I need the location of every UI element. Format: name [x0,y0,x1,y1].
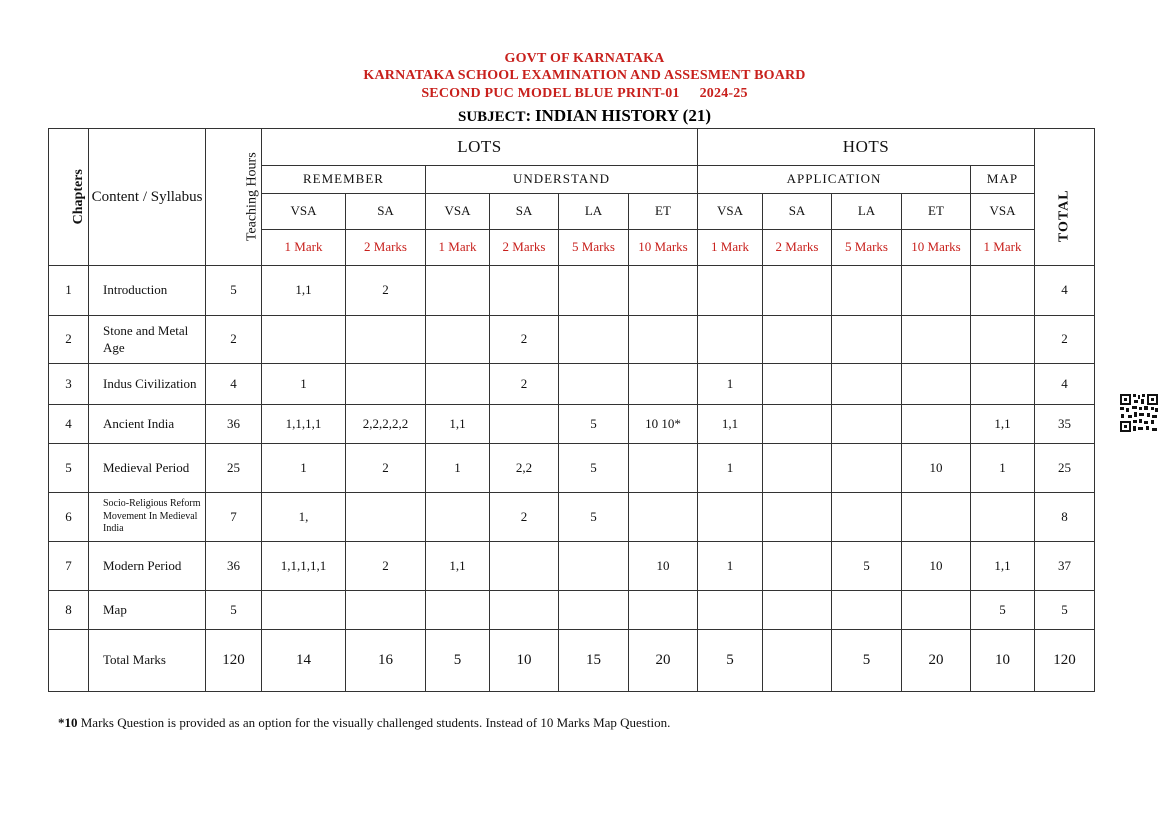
marks-cell [559,542,629,591]
marks-cell: 10 [629,542,698,591]
chapter-content: Indus Civilization [89,364,206,405]
marks-cell: 1 [262,364,346,405]
footnote-text: Marks Question is provided as an option for the visually challenged students. Instead of 10 Marks Map Question. [77,715,671,730]
chapter-content: Map [89,591,206,630]
marks-cell [490,405,559,444]
total-marks-cell: 15 [559,630,629,692]
chapter-number: 8 [49,591,89,630]
marks-cell [763,364,832,405]
table-row [49,444,1095,493]
understand-header: UNDERSTAND [426,166,698,194]
marks-cell: 1,1 [426,405,490,444]
total-marks-cell: 14 [262,630,346,692]
total-marks-cell: 10 [490,630,559,692]
table-row [49,542,1095,591]
marks-cell [426,364,490,405]
chapter-content: Ancient India [89,405,206,444]
teaching-hours: 5 [206,266,262,316]
total-hours: 120 [206,630,262,692]
header-row-level [49,129,1095,166]
total-row-chapter-cell [49,630,89,692]
marks-cell [629,493,698,542]
marks-cell [832,591,902,630]
marks-cell: 2 [346,444,426,493]
marks-cell: 1 [262,444,346,493]
marks-cell [559,316,629,364]
marks-cell: 1,1 [971,542,1035,591]
type-header-4: LA [559,194,629,230]
marks-cell: 1 [971,444,1035,493]
marks-cell: 2 [346,266,426,316]
chapter-content: Stone and Metal Age [89,316,206,364]
marks-cell: 1,1,1,1,1 [262,542,346,591]
header-year: 2024-25 [699,86,748,101]
teaching-hours: 7 [206,493,262,542]
marks-cell: 2 [490,493,559,542]
table-row [49,493,1095,542]
header-govt: GOVT OF KARNATAKA [504,51,665,66]
type-header-2: VSA [426,194,490,230]
marks-header-7: 2 Marks [763,230,832,266]
type-header-10: VSA [971,194,1035,230]
footnote [58,715,670,731]
marks-cell [971,266,1035,316]
marks-header-6: 1 Mark [698,230,763,266]
marks-cell [629,266,698,316]
subject-prefix: SUBJECT [458,109,526,125]
marks-cell [832,364,902,405]
marks-header-2: 1 Mark [426,230,490,266]
marks-cell [971,364,1035,405]
hots-header: HOTS [698,129,1035,166]
subject-colon: : [525,106,532,125]
total-marks-cell: 10 [971,630,1035,692]
marks-cell: 5 [559,444,629,493]
marks-header-10: 1 Mark [971,230,1035,266]
qr-code-icon [1119,393,1159,433]
teaching-hours: 5 [206,591,262,630]
subject-name: INDIAN HISTORY (21) [534,106,711,125]
marks-cell [629,316,698,364]
chapter-content: Introduction [89,266,206,316]
marks-cell [832,266,902,316]
marks-cell [763,542,832,591]
teaching-hours: 36 [206,542,262,591]
marks-cell [698,266,763,316]
teaching-hours: 2 [206,316,262,364]
type-header-8: LA [832,194,902,230]
total-marks-cell: 20 [629,630,698,692]
marks-cell: 2,2,2,2,2 [346,405,426,444]
total-marks-cell [763,630,832,692]
marks-cell [426,493,490,542]
chapters-header-cell [49,129,89,266]
marks-cell [763,405,832,444]
table-row [49,316,1095,364]
row-total: 37 [1035,542,1095,591]
marks-header-9: 10 Marks [902,230,971,266]
content-header-cell [89,129,206,266]
marks-cell [902,493,971,542]
lots-header: LOTS [262,129,698,166]
row-total: 4 [1035,364,1095,405]
total-marks-row [49,630,1095,692]
marks-cell [629,444,698,493]
marks-header-8: 5 Marks [832,230,902,266]
marks-cell [902,364,971,405]
marks-cell [763,591,832,630]
marks-cell [832,405,902,444]
chapter-number: 2 [49,316,89,364]
teaching-hours: 4 [206,364,262,405]
marks-cell [971,493,1035,542]
marks-cell: 1,1,1,1 [262,405,346,444]
marks-cell [262,591,346,630]
marks-cell: 1,1 [426,542,490,591]
map-header: MAP [971,166,1035,194]
marks-cell: 1,1 [698,405,763,444]
marks-cell: 1 [698,542,763,591]
chapter-number: 3 [49,364,89,405]
marks-cell [698,316,763,364]
chapter-content: Modern Period [89,542,206,591]
type-header-0: VSA [262,194,346,230]
type-header-1: SA [346,194,426,230]
application-header: APPLICATION [698,166,971,194]
footnote-marker: *10 [58,715,78,730]
row-total: 8 [1035,493,1095,542]
marks-cell [426,316,490,364]
marks-header-3: 2 Marks [490,230,559,266]
marks-header-5: 10 Marks [629,230,698,266]
blueprint-table [48,128,1095,692]
marks-cell [698,591,763,630]
total-marks-cell: 16 [346,630,426,692]
marks-cell [902,405,971,444]
marks-header-0: 1 Mark [262,230,346,266]
chapter-number: 5 [49,444,89,493]
marks-cell [346,316,426,364]
type-header-3: SA [490,194,559,230]
marks-cell [346,493,426,542]
marks-cell: 10 [902,542,971,591]
row-total: 25 [1035,444,1095,493]
marks-cell [490,542,559,591]
marks-cell: 5 [971,591,1035,630]
row-total: 35 [1035,405,1095,444]
marks-cell [971,316,1035,364]
marks-cell: 2 [490,316,559,364]
type-header-5: ET [629,194,698,230]
marks-cell [426,591,490,630]
type-header-6: VSA [698,194,763,230]
marks-cell [629,364,698,405]
marks-header-1: 2 Marks [346,230,426,266]
teaching-hours: 25 [206,444,262,493]
total-header-top [1035,129,1095,166]
total-marks-label: Total Marks [89,630,206,692]
hours-header: Teaching Hours [244,152,260,242]
marks-cell [559,266,629,316]
grand-total: 120 [1035,630,1095,692]
marks-cell: 10 [902,444,971,493]
marks-cell [832,493,902,542]
marks-cell: 1,1 [262,266,346,316]
marks-cell: 2,2 [490,444,559,493]
marks-cell [763,444,832,493]
content-header: Content / Syllabus [91,188,203,205]
row-total: 2 [1035,316,1095,364]
chapter-number: 1 [49,266,89,316]
table-row [49,591,1095,630]
marks-cell: 1,1 [971,405,1035,444]
marks-cell: 5 [559,405,629,444]
header-blueprint [0,86,1169,102]
marks-cell [426,266,490,316]
marks-cell [763,266,832,316]
table-row [49,364,1095,405]
chapters-header: Chapters [70,169,86,225]
marks-cell [559,364,629,405]
marks-cell [490,266,559,316]
remember-header: REMEMBER [262,166,426,194]
row-total: 5 [1035,591,1095,630]
marks-cell: 2 [490,364,559,405]
chapter-number: 7 [49,542,89,591]
total-marks-cell: 5 [698,630,763,692]
subject-title [0,106,1169,126]
marks-cell [346,591,426,630]
marks-cell: 5 [832,542,902,591]
total-marks-cell: 5 [832,630,902,692]
marks-cell [763,316,832,364]
table-row [49,266,1095,316]
marks-cell [832,316,902,364]
marks-cell [902,266,971,316]
teaching-hours: 36 [206,405,262,444]
header-blueprint-title: SECOND PUC MODEL BLUE PRINT-01 [421,86,680,101]
marks-cell: 2 [346,542,426,591]
total-marks-cell: 20 [902,630,971,692]
marks-cell [763,493,832,542]
marks-cell: 10 10* [629,405,698,444]
table-row [49,405,1095,444]
chapter-content: Medieval Period [89,444,206,493]
marks-cell [490,591,559,630]
marks-cell [902,591,971,630]
hours-header-cell [206,129,262,266]
marks-cell [559,591,629,630]
marks-cell: 5 [559,493,629,542]
marks-cell: 1 [698,364,763,405]
header-board: KARNATAKA SCHOOL EXAMINATION AND ASSESMENT BOARD [363,68,806,83]
type-header-9: ET [902,194,971,230]
total-marks-cell: 5 [426,630,490,692]
marks-cell: 1 [698,444,763,493]
total-header-cell [1035,166,1095,266]
marks-cell [629,591,698,630]
chapter-content: Socio-Religious Reform Movement In Medieval India [89,493,206,542]
type-header-7: SA [763,194,832,230]
marks-cell: 1 [426,444,490,493]
marks-header-4: 5 Marks [559,230,629,266]
chapter-number: 4 [49,405,89,444]
marks-cell [902,316,971,364]
marks-cell: 1, [262,493,346,542]
total-header: TOTAL [1056,188,1072,242]
marks-cell [346,364,426,405]
chapter-number: 6 [49,493,89,542]
marks-cell [262,316,346,364]
row-total: 4 [1035,266,1095,316]
marks-cell [698,493,763,542]
marks-cell [832,444,902,493]
